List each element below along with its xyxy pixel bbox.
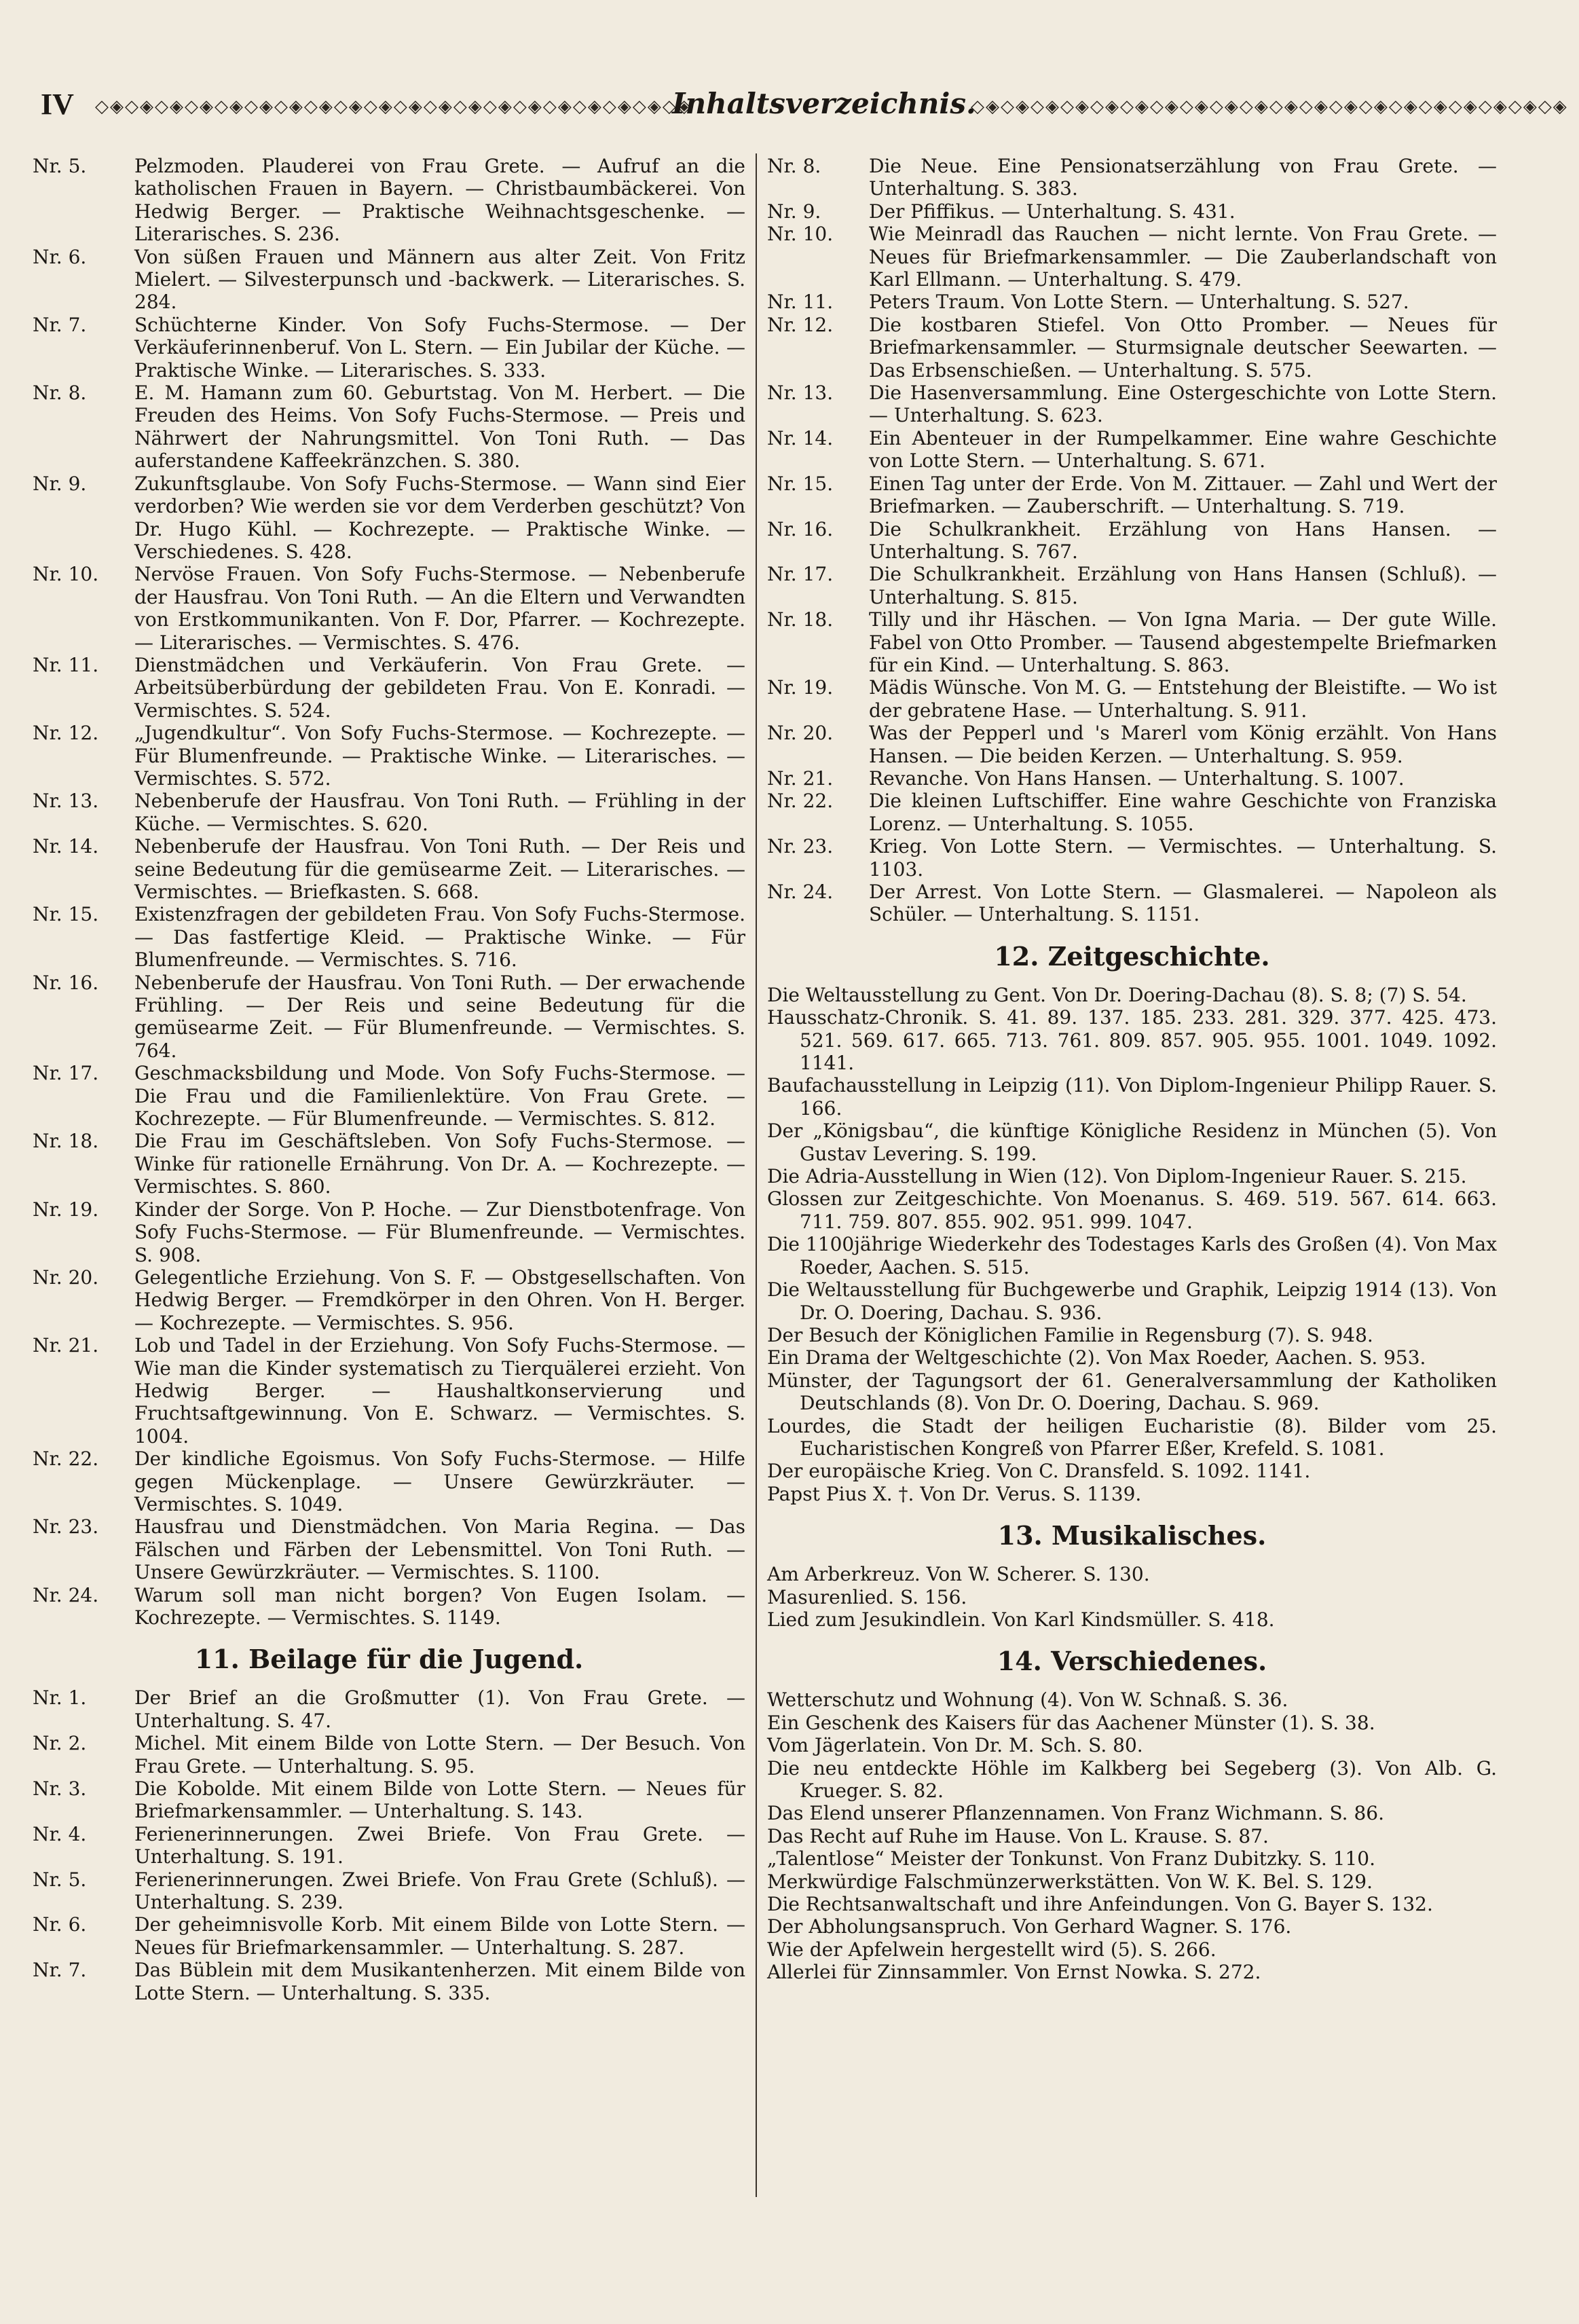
- entry-number: Nr. 15.: [33, 903, 99, 926]
- section-14-list: [767, 1689, 1497, 1983]
- entry-text: Kinder der Sorge. Von P. Hoche. — Zur Dienstbotenfrage. Von Sofy Fuchs-Stermose. — Für Blumenfreunde. — Vermischtes. S. 908.: [134, 1198, 745, 1266]
- toc-entry: [767, 563, 1497, 608]
- toc-entry: [33, 1959, 745, 2004]
- entry-text: Nervöse Frauen. Von Sofy Fuchs-Stermose. — Nebenberufe der Hausfrau. Von Toni Ruth. — An die Eltern und Verwandten von Erstkommunikanten. Von F. Dor, Pfarrer. — Kochrezepte. — Literarisches. — Vermischtes. S. 476.: [134, 563, 745, 654]
- entry-text: Geschmacksbildung und Mode. Von Sofy Fuchs-Stermose. — Die Frau und die Familienlektüre. Von Frau Grete. — Kochrezepte. — Für Blumenfreunde. — Vermischtes. S. 812.: [134, 1062, 745, 1130]
- toc-entry: [33, 790, 745, 835]
- entry-text: Der Brief an die Großmutter (1). Von Frau Grete. — Unterhaltung. S. 47.: [134, 1686, 745, 1732]
- entry-number: Nr. 6.: [33, 1913, 87, 1936]
- entry-number: Nr. 22.: [33, 1447, 99, 1471]
- entry-number: Nr. 17.: [33, 1062, 99, 1085]
- toc-entry: [767, 200, 1497, 223]
- list-item: Wie der Apfelwein hergestellt wird (5). S. 266.: [767, 1938, 1216, 1961]
- list-item: Glossen zur Zeitgeschichte. Von Moenanus. S. 469. 519. 567. 614. 663. 711. 759. 807. 855. 902. 951. 999. 1047.: [767, 1187, 1497, 1233]
- entry-text: Der Arrest. Von Lotte Stern. — Glasmalerei. — Napoleon als Schüler. — Unterhaltung. S. 1151.: [869, 881, 1497, 926]
- toc-entry: [33, 903, 745, 971]
- section-title-13: 13. Musikalisches.: [997, 1520, 1267, 1551]
- entry-number: Nr. 11.: [33, 653, 99, 676]
- toc-entry: [33, 1913, 745, 1959]
- entry-number: Nr. 3.: [33, 1777, 87, 1801]
- entry-text: Mädis Wünsche. Von M. G. — Entstehung der Bleistifte. — Wo ist der gebratene Hase. — Unterhaltung. S. 911.: [869, 676, 1498, 722]
- ornament-left: ◇◈◇◈◇◈◇◈◇◈◇◈◇◈◇◈◇◈◇◈◇◈◇◈◇◈◇◈◇◈◇◈◇◈◇◈◇◈◇◈: [95, 96, 692, 117]
- toc-entry: [767, 767, 1497, 790]
- entry-text: Die Kobolde. Mit einem Bilde von Lotte Stern. — Neues für Briefmarkensammler. — Unterhaltung. S. 143.: [134, 1777, 745, 1823]
- entry-text: Die Schulkrankheit. Erzählung von Hans Hansen (Schluß). — Unterhaltung. S. 815.: [869, 563, 1497, 608]
- list-item: Wetterschutz und Wohnung (4). Von W. Schnaß. S. 36.: [767, 1689, 1288, 1712]
- entry-number: Nr. 2.: [33, 1732, 87, 1755]
- list-item: Die neu entdeckte Höhle im Kalkberg bei Segeberg (3). Von Alb. G. Krueger. S. 82.: [767, 1756, 1497, 1802]
- entry-number: Nr. 7.: [33, 1959, 87, 1982]
- entry-number: Nr. 10.: [33, 563, 99, 586]
- toc-entry: [767, 722, 1497, 767]
- entry-number: Nr. 5.: [33, 155, 87, 177]
- entry-text: Nebenberufe der Hausfrau. Von Toni Ruth. — Frühling in der Küche. — Vermischtes. S. 620.: [134, 790, 745, 835]
- entry-text: Der Pfiffikus. — Unterhaltung. S. 431.: [869, 200, 1236, 223]
- entry-number: Nr. 12.: [33, 722, 99, 745]
- left-column: [33, 155, 745, 2004]
- entry-number: Nr. 7.: [33, 313, 87, 336]
- section-title-14: 14. Verschiedenes.: [997, 1646, 1267, 1677]
- toc-entry: [33, 1198, 745, 1266]
- entry-text: Ein Abenteuer in der Rumpelkammer. Eine wahre Geschichte von Lotte Stern. — Unterhaltung. S. 671.: [869, 426, 1497, 473]
- entry-text: Das Büblein mit dem Musikantenherzen. Mit einem Bilde von Lotte Stern. — Unterhaltung. S. 335.: [134, 1959, 745, 2004]
- toc-entry: [33, 1732, 745, 1777]
- entry-number: Nr. 23.: [33, 1515, 99, 1538]
- entry-number: Nr. 18.: [767, 608, 834, 631]
- list-item: Baufachausstellung in Leipzig (11). Von Diplom-Ingenieur Philipp Rauer. S. 166.: [767, 1074, 1497, 1120]
- entry-text: Einen Tag unter der Erde. Von M. Zittauer. — Zahl und Wert der Briefmarken. — Zauberschrift. — Unterhaltung. S. 719.: [869, 472, 1497, 518]
- toc-entry: [33, 1334, 745, 1447]
- toc-entry: [767, 223, 1497, 291]
- toc-entry: [33, 1130, 745, 1198]
- entry-number: Nr. 13.: [767, 382, 834, 405]
- column-divider: [756, 153, 757, 2197]
- page-title: Inhaltsverzeichnis.: [672, 87, 976, 120]
- toc-entry: [33, 1868, 745, 1914]
- list-item: Hausschatz-Chronik. S. 41. 89. 137. 185. 233. 281. 329. 377. 425. 473. 521. 569. 617. 665. 713. 761. 809. 857. 905. 955. 1001. 1049. 1092. 1141.: [767, 1006, 1497, 1075]
- toc-entry: [767, 155, 1497, 200]
- list-item: Der „Königsbau“, die künftige Königliche Residenz in München (5). Von Gustav Levering. S. 199.: [767, 1120, 1497, 1165]
- toc-entry: [33, 1515, 745, 1583]
- list-item: Papst Pius X. †. Von Dr. Verus. S. 1139.: [767, 1482, 1142, 1505]
- entry-text: E. M. Hamann zum 60. Geburtstag. Von M. Herbert. — Die Freuden des Heims. Von Sofy Fuchs-Stermose. — Preis und Nährwert der Nahrungsmittel. Von Toni Ruth. — Das auferstandene Kaffeekränzchen. S. 380.: [134, 382, 745, 473]
- entry-number: Nr. 9.: [33, 472, 87, 495]
- toc-entry: [33, 972, 745, 1063]
- entry-text: Michel. Mit einem Bilde von Lotte Stern. — Der Besuch. Von Frau Grete. — Unterhaltung. S. 95.: [134, 1732, 745, 1777]
- entry-number: Nr. 5.: [33, 1868, 87, 1891]
- list-item: Masurenlied. S. 156.: [767, 1585, 967, 1608]
- toc-entry: [33, 1823, 745, 1868]
- entry-text: Warum soll man nicht borgen? Von Eugen Isolam. — Kochrezepte. — Vermischtes. S. 1149.: [134, 1583, 745, 1629]
- entry-text: Peters Traum. Von Lotte Stern. — Unterhaltung. S. 527.: [869, 291, 1409, 314]
- toc-entry: [767, 473, 1497, 518]
- entry-text: Die kleinen Luftschiffer. Eine wahre Geschichte von Franziska Lorenz. — Unterhaltung. S. 1055.: [869, 790, 1497, 835]
- list-item: Vom Jägerlatein. Von Dr. M. Sch. S. 80.: [767, 1734, 1143, 1757]
- entry-number: Nr. 19.: [33, 1198, 99, 1221]
- entry-number: Nr. 21.: [33, 1334, 99, 1357]
- page-header: [41, 87, 1568, 134]
- entry-text: Hausfrau und Dienstmädchen. Von Maria Regina. — Das Fälschen und Färben der Lebensmittel. Von Toni Ruth. — Unsere Gewürzkräuter. — Vermischtes. S. 1100.: [134, 1515, 745, 1584]
- entry-number: Nr. 14.: [767, 426, 834, 449]
- toc-entry: [767, 382, 1497, 427]
- list-item: Die Adria-Ausstellung in Wien (12). Von Diplom-Ingenieur Rauer. S. 215.: [767, 1165, 1467, 1188]
- entry-number: Nr. 24.: [33, 1583, 99, 1606]
- entry-text: Ferienerinnerungen. Zwei Briefe. Von Frau Grete (Schluß). — Unterhaltung. S. 239.: [134, 1868, 745, 1914]
- list-item: „Talentlose“ Meister der Tonkunst. Von Franz Dubitzky. S. 110.: [767, 1847, 1375, 1870]
- entry-text: Von süßen Frauen und Männern aus alter Zeit. Von Fritz Mielert. — Silvesterpunsch und -backwerk. — Literarisches. S. 284.: [134, 245, 745, 314]
- toc-entry: [767, 314, 1497, 382]
- entry-number: Nr. 13.: [33, 790, 99, 813]
- entry-number: Nr. 11.: [767, 291, 834, 314]
- entry-text: Ferienerinnerungen. Zwei Briefe. Von Frau Grete. — Unterhaltung. S. 191.: [134, 1822, 745, 1868]
- entry-text: Existenzfragen der gebildeten Frau. Von Sofy Fuchs-Stermose. — Das fastfertige Kleid. — Praktische Winke. — Für Blumenfreunde. — Vermischtes. S. 716.: [134, 903, 745, 972]
- entry-text: Revanche. Von Hans Hansen. — Unterhaltung. S. 1007.: [869, 767, 1405, 790]
- list-item: Lied zum Jesukindlein. Von Karl Kindsmüller. S. 418.: [767, 1608, 1275, 1631]
- list-item: Die Weltausstellung zu Gent. Von Dr. Doering-Dachau (8). S. 8; (7) S. 54.: [767, 983, 1467, 1006]
- toc-entry: [33, 1777, 745, 1823]
- toc-entry: [33, 835, 745, 903]
- entry-number: Nr. 8.: [33, 382, 87, 405]
- list-item: Die 1100jährige Wiederkehr des Todestages Karls des Großen (4). Von Max Roeder, Aachen. S. 515.: [767, 1233, 1497, 1278]
- entry-number: Nr. 17.: [767, 563, 834, 586]
- entry-text: Wie Meinradl das Rauchen — nicht lernte. Von Frau Grete. — Neues für Briefmarkensammler. — Die Zauberlandschaft von Karl Ellmann. — Unterhaltung. S. 479.: [869, 223, 1497, 291]
- entry-text: Tilly und ihr Häschen. — Von Igna Maria. — Der gute Wille. Fabel von Otto Promber. — Tausend abgestempelte Briefmarken für ein Kind. — Unterhaltung. S. 863.: [869, 608, 1497, 676]
- entry-text: Die Neue. Eine Pensionatserzählung von Frau Grete. — Unterhaltung. S. 383.: [869, 155, 1497, 200]
- entry-number: Nr. 16.: [33, 971, 99, 994]
- entry-text: Lob und Tadel in der Erziehung. Von Sofy Fuchs-Stermose. — Wie man die Kinder systematisch zu Tierquälerei erzieht. Von Hedwig Berger. — Haushaltkonservierung und Fruchtsaftgewinnung. Von E. Schwarz. — Vermischtes. S. 1004.: [134, 1334, 745, 1447]
- toc-entry: [33, 382, 745, 473]
- entries-right-a: [767, 155, 1497, 926]
- entry-number: Nr. 24.: [767, 881, 834, 903]
- entry-number: Nr. 22.: [767, 790, 834, 813]
- list-item: Ein Geschenk des Kaisers für das Aachener Münster (1). S. 38.: [767, 1711, 1375, 1734]
- entry-text: Was der Pepperl und 's Marerl vom König erzählt. Von Hans Hansen. — Die beiden Kerzen. — Unterhaltung. S. 959.: [869, 722, 1497, 767]
- toc-entry: [767, 835, 1497, 881]
- entry-text: Der kindliche Egoismus. Von Sofy Fuchs-Stermose. — Hilfe gegen Mückenplage. — Unsere Gewürzkräuter. — Vermischtes. S. 1049.: [134, 1447, 745, 1515]
- list-item: Die Weltausstellung für Buchgewerbe und Graphik, Leipzig 1914 (13). Von Dr. O. Doering, Dachau. S. 936.: [767, 1278, 1497, 1324]
- right-column: [767, 155, 1497, 1984]
- entry-text: Die Schulkrankheit. Erzählung von Hans Hansen. — Unterhaltung. S. 767.: [869, 517, 1497, 563]
- entry-text: „Jugendkultur“. Von Sofy Fuchs-Stermose. — Kochrezepte. — Für Blumenfreunde. — Praktische Winke. — Literarisches. — Vermischtes. S. 572.: [134, 722, 745, 790]
- list-item: Der europäische Krieg. Von C. Dransfeld. S. 1092. 1141.: [767, 1460, 1311, 1483]
- list-item: Am Arberkreuz. Von W. Scherer. S. 130.: [767, 1563, 1150, 1586]
- page-number: IV: [41, 88, 74, 121]
- toc-entry: [33, 473, 745, 564]
- toc-entry: [33, 722, 745, 790]
- toc-entry: [33, 654, 745, 722]
- entry-text: Schüchterne Kinder. Von Sofy Fuchs-Stermose. — Der Verkäuferinnenberuf. Von L. Stern. — Ein Jubilar der Küche. — Praktische Winke. — Literarisches. S. 333.: [134, 313, 745, 382]
- entry-number: Nr. 1.: [33, 1686, 87, 1710]
- toc-entry: [767, 790, 1497, 835]
- entries-left-b: [33, 1686, 745, 2004]
- entry-number: Nr. 18.: [33, 1130, 99, 1153]
- toc-entry: [33, 1266, 745, 1334]
- entry-number: Nr. 21.: [767, 767, 834, 790]
- entry-number: Nr. 4.: [33, 1822, 87, 1845]
- entry-number: Nr. 23.: [767, 835, 834, 858]
- entries-left-a: [33, 155, 745, 1629]
- entry-number: Nr. 20.: [767, 722, 834, 745]
- list-item: Münster, der Tagungsort der 61. Generalversammlung der Katholiken Deutschlands (8). Von Dr. O. Doering, Dachau. S. 969.: [767, 1369, 1497, 1415]
- entry-number: Nr. 20.: [33, 1266, 99, 1289]
- entry-number: Nr. 19.: [767, 676, 834, 699]
- entry-number: Nr. 9.: [767, 200, 821, 223]
- entry-text: Die Hasenversammlung. Eine Ostergeschichte von Lotte Stern. — Unterhaltung. S. 623.: [869, 382, 1497, 427]
- list-item: Das Recht auf Ruhe im Hause. Von L. Krause. S. 87.: [767, 1824, 1269, 1847]
- toc-entry: [33, 246, 745, 314]
- toc-entry: [767, 291, 1497, 313]
- list-item: Die Rechtsanwaltschaft und ihre Anfeindungen. Von G. Bayer S. 132.: [767, 1893, 1433, 1916]
- entry-text: Nebenberufe der Hausfrau. Von Toni Ruth. — Der Reis und seine Bedeutung für die gemüsearme Zeit. — Literarisches. — Vermischtes. — Briefkasten. S. 668.: [134, 835, 745, 903]
- list-item: Allerlei für Zinnsammler. Von Ernst Nowka. S. 272.: [767, 1961, 1261, 1984]
- toc-entry: [33, 155, 745, 246]
- section-title-11: 11. Beilage für die Jugend.: [194, 1644, 584, 1675]
- toc-entry: [767, 427, 1497, 473]
- entry-text: Zukunftsglaube. Von Sofy Fuchs-Stermose. — Wann sind Eier verdorben? Wie werden sie vor dem Verderben geschützt? Von Dr. Hugo Kühl. — Kochrezepte. — Praktische Winke. — Verschiedenes. S. 428.: [134, 472, 745, 563]
- list-item: Der Besuch der Königlichen Familie in Regensburg (7). S. 948.: [767, 1323, 1373, 1346]
- entry-text: Krieg. Von Lotte Stern. — Vermischtes. — Unterhaltung. S. 1103.: [869, 835, 1497, 881]
- entry-text: Die Frau im Geschäftsleben. Von Sofy Fuchs-Stermose. — Winke für rationelle Ernährung. Von Dr. A. — Kochrezepte. — Vermischtes. S. 860.: [134, 1130, 745, 1198]
- list-item: Das Elend unserer Pflanzennamen. Von Franz Wichmann. S. 86.: [767, 1802, 1384, 1825]
- toc-entry: [33, 1686, 745, 1732]
- entry-text: Die kostbaren Stiefel. Von Otto Promber. — Neues für Briefmarkensammler. — Sturmsignale deutscher Seewarten. — Das Erbsenschießen. — Unterhaltung. S. 575.: [869, 313, 1497, 382]
- entry-number: Nr. 6.: [33, 245, 87, 268]
- entry-text: Der geheimnisvolle Korb. Mit einem Bilde von Lotte Stern. — Neues für Briefmarkensammler. — Unterhaltung. S. 287.: [134, 1913, 745, 1959]
- toc-entry: [767, 881, 1497, 926]
- section-13-list: [767, 1563, 1497, 1631]
- toc-entry: [33, 563, 745, 654]
- toc-entry: [767, 608, 1497, 676]
- entry-number: Nr. 16.: [767, 517, 834, 540]
- list-item: Lourdes, die Stadt der heiligen Eucharistie (8). Bilder vom 25. Eucharistischen Kongreß von Pfarrer Eßer, Krefeld. S. 1081.: [767, 1414, 1497, 1460]
- toc-entry: [33, 314, 745, 382]
- entry-text: Pelzmoden. Plauderei von Frau Grete. — Aufruf an die katholischen Frauen in Bayern. — Christbaumbäckerei. Von Hedwig Berger. — Praktische Weihnachtsgeschenke. — Literarisches. S. 236.: [134, 155, 745, 246]
- list-item: Ein Drama der Weltgeschichte (2). Von Max Roeder, Aachen. S. 953.: [767, 1346, 1426, 1369]
- entry-text: Gelegentliche Erziehung. Von S. F. — Obstgesellschaften. Von Hedwig Berger. — Fremdkörper in den Ohren. Von H. Berger. — Kochrezepte. — Vermischtes. S. 956.: [134, 1266, 745, 1334]
- toc-entry: [33, 1584, 745, 1629]
- ornament-right: ◇◈◇◈◇◈◇◈◇◈◇◈◇◈◇◈◇◈◇◈◇◈◇◈◇◈◇◈◇◈◇◈◇◈◇◈◇◈◇◈: [971, 96, 1568, 117]
- list-item: Der Abholungsanspruch. Von Gerhard Wagner. S. 176.: [767, 1915, 1292, 1938]
- entry-text: Nebenberufe der Hausfrau. Von Toni Ruth. — Der erwachende Frühling. — Der Reis und seine Bedeutung für die gemüsearme Zeit. — Für Blumenfreunde. — Vermischtes. S. 764.: [134, 971, 745, 1062]
- entry-number: Nr. 14.: [33, 835, 99, 858]
- toc-entry: [33, 1447, 745, 1515]
- entry-number: Nr. 15.: [767, 472, 834, 495]
- entry-number: Nr. 10.: [767, 223, 834, 246]
- section-12-list: [767, 984, 1497, 1505]
- toc-entry: [767, 676, 1497, 722]
- entry-number: Nr. 8.: [767, 155, 821, 177]
- section-title-12: 12. Zeitgeschichte.: [994, 940, 1270, 972]
- entry-number: Nr. 12.: [767, 313, 834, 336]
- toc-entry: [33, 1062, 745, 1130]
- toc-entry: [767, 518, 1497, 564]
- entry-text: Dienstmädchen und Verkäuferin. Von Frau Grete. — Arbeitsüberbürdung der gebildeten Frau. Von E. Konradi. — Vermischtes. S. 524.: [134, 653, 745, 722]
- list-item: Merkwürdige Falschmünzerwerkstätten. Von W. K. Bel. S. 129.: [767, 1870, 1373, 1893]
